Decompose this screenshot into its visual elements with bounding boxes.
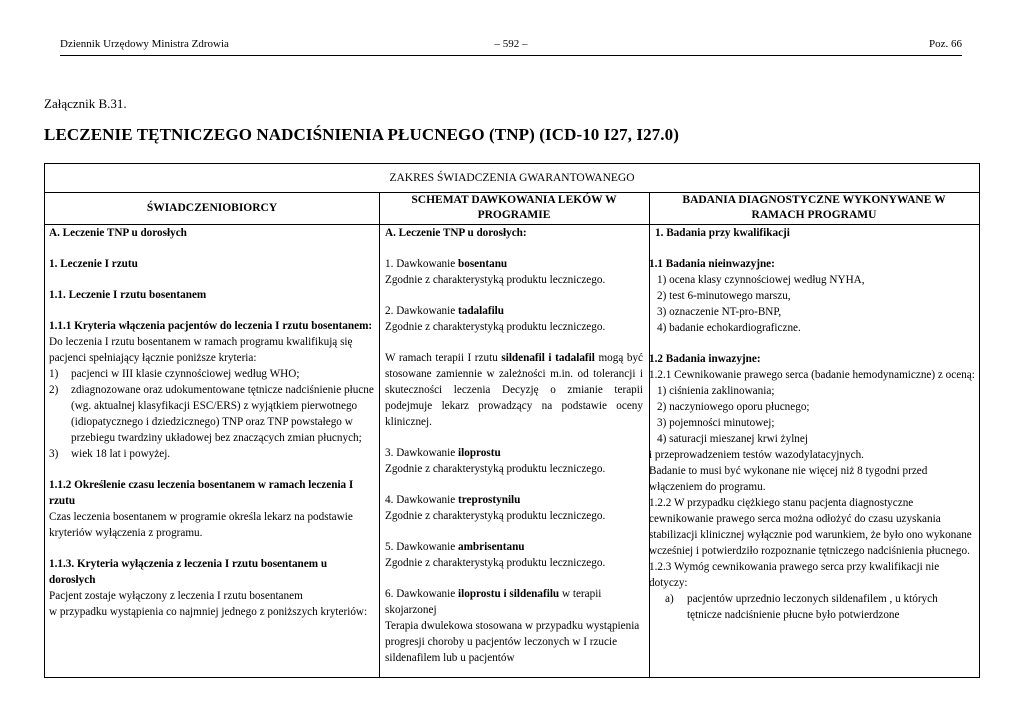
section-1-1-3: 1.1.3. Kryteria wyłączenia z leczenia I rzutu bosentanem u dorosłych [49,558,328,586]
dosing-3-text: Zgodnie z charakterystyką produktu leczniczego. [385,463,606,475]
dosing-4: 4. Dawkowanie treprostynilu [385,494,521,506]
invasive-item-4-cont: i przeprowadzeniem testów wazodylatacyjnych. [649,449,864,461]
section-1: 1. Leczenie I rzutu [49,258,138,270]
section-1-1-1-text: Do leczenia I rzutu bosentanem w ramach programu kwalifikują się pacjenci spełniający łącznie poniższe kryteria: [49,336,353,364]
section-1-1-1: 1.1.1 Kryteria włączenia pacjentów do leczenia I rzutu bosentanem: [49,320,373,332]
invasive-item-1: 1) ciśnienia zaklinowania; [657,385,775,397]
col3-content [649,225,975,677]
criterion-1: 1) pacjenci w III klasie czynnościowej według WHO; [49,368,300,380]
table-caption: ZAKRES ŚWIADCZENIA GWARANTOWANEGO [389,172,635,184]
section-1-1-3-text-2: w przypadku wystąpienia co najmniej jednego z poniższych kryteriów: [49,606,368,618]
exams-invasive: 1.2 Badania inwazyjne: [649,353,761,365]
noninvasive-1: 1) ocena klasy czynnościowej według NYHA, [657,274,865,286]
exams-noninvasive: 1.1 Badania nieinwazyjne: [649,258,775,270]
dosing-5-text: Zgodnie z charakterystyką produktu leczniczego. [385,557,606,569]
section-1-1-2-text: Czas leczenia bosentanem w programie określa lekarz na podstawie kryteriów wyłączenia z programu. [49,511,353,539]
dosing-6-text: Terapia dwulekowa stosowana w przypadku wystąpienia progresji choroby u pacjentów leczonych w I rzucie sildenafilem lub u pacjentów [385,620,640,664]
dosing-2-text: Zgodnie z charakterystyką produktu leczniczego. [385,321,606,333]
col2-content [385,225,643,677]
invasive-1-2-3: 1.2.3 Wymóg cewnikowania prawego serca przy kwalifikacji nie dotyczy: [649,561,940,589]
dosing-1: 1. Dawkowanie bosentanu [385,258,508,270]
position-number: Poz. 66 [929,38,962,50]
criterion-2: 2) zdiagnozowane oraz udokumentowane tętnicze nadciśnienie płucne (wg. aktualnej klasyfikacji ESC/ERS) z wyjątkiem pierwotnego (idiopatycznego i dziedzicznego) TNP oraz TNP powstałego w przebiegu twardziny układowej bez znaczących zmian płucnych; [49,384,374,444]
section-1-1-2: 1.1.2 Określenie czasu leczenia bosentanem w ramach leczenia I rzutu [49,479,354,507]
invasive-item-2: 2) naczyniowego oporu płucnego; [657,401,810,413]
noninvasive-3: 3) oznaczenie NT-pro-BNP, [657,306,782,318]
column-divider-1 [379,192,380,677]
section-a: A. Leczenie TNP u dorosłych [49,227,187,239]
dosing-3: 3. Dawkowanie iloprostu [385,447,501,459]
dosing-1-text: Zgodnie z charakterystyką produktu leczniczego. [385,274,606,286]
invasive-note: Badanie to musi być wykonane nie więcej niż 8 tygodni przed włączeniem do programu. [649,465,928,493]
annex-label: Załącznik B.31. [44,96,127,111]
running-header [60,38,962,54]
invasive-item-4: 4) saturacji mieszanej krwi żylnej [657,433,808,445]
col1-content [49,225,375,677]
invasive-1-2-1: 1.2.1 Cewnikowanie prawego serca (badanie hemodynamiczne) z oceną: [649,369,975,381]
col1-header: ŚWIADCZENIOBIORCY [146,201,278,214]
dosing-2: 2. Dawkowanie tadalafilu [385,305,505,317]
exemption-a: a) pacjentów uprzednio leczonych sildenafilem , u których tętnicze nadciśnienie płucne było potwierdzone [665,593,938,621]
col2-header: SCHEMAT DAWKOWANIA LEKÓW W PROGRAMIE [411,194,617,221]
invasive-item-3: 3) pojemności minutowej; [657,417,775,429]
header-rule [60,55,962,56]
dosing-4-text: Zgodnie z charakterystyką produktu leczniczego. [385,510,606,522]
dosing-section-a: A. Leczenie TNP u dorosłych: [385,227,527,239]
dosing-5: 5. Dawkowanie ambrisentanu [385,541,525,553]
criterion-3: 3) wiek 18 lat i powyżej. [49,448,171,460]
dosing-6: 6. Dawkowanie iloprostu i sildenafilu w terapii skojarzonej [385,588,602,616]
invasive-1-2-2: 1.2.2 W przypadku ciężkiego stanu pacjenta diagnostyczne cewnikowanie prawego serca można odłożyć do czasu uzyskania stabilizacji klinicznej wyłącznie pod warunkiem, że było ono wykonane wcześniej i potwierdziło rozpoznanie tętniczego nadciśnienia płucnego. [649,497,972,557]
combo-therapy-text: W ramach terapii I rzutu sildenafil i tadalafil mogą być stosowane zamiennie w zależności m.in. od tolerancji i skuteczności leczenia Decyzję o zmianie terapii podejmuje lekarz prowadzący na podstawie oceny klinicznej. [385,352,643,428]
program-table [44,163,980,678]
exams-qualification: 1. Badania przy kwalifikacji [655,227,790,239]
noninvasive-4: 4) badanie echokardiograficzne. [657,322,801,334]
page-title: LECZENIE TĘTNICZEGO NADCIŚNIENIA PŁUCNEGO (TNP) (ICD-10 I27, I27.0) [44,125,680,144]
page-number: – 592 – [494,38,528,50]
col3-header: BADANIA DIAGNOSTYCZNE WYKONYWANE W RAMACH PROGRAMU [682,194,946,221]
journal-name: Dziennik Urzędowy Ministra Zdrowia [60,38,229,50]
noninvasive-2: 2) test 6-minutowego marszu, [657,290,791,302]
section-1-1: 1.1. Leczenie I rzutu bosentanem [49,289,207,301]
section-1-1-3-text-1: Pacjent zostaje wyłączony z leczenia I rzutu bosentanem [49,590,303,602]
